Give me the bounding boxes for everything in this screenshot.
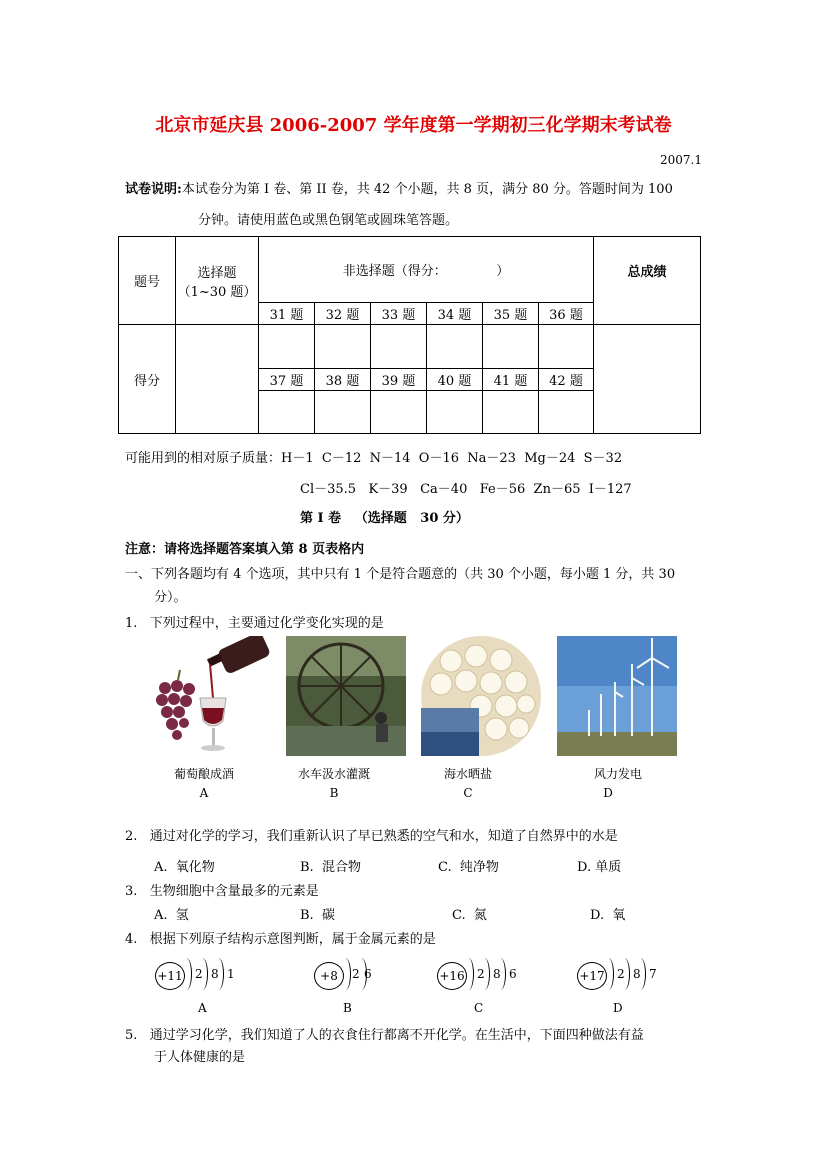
q4-letter-c: C	[474, 1001, 484, 1015]
total-label: 总成绩	[627, 265, 667, 280]
instructions-line2: 分钟。请使用蓝色或黑色钢笔或圆珠笔答题。	[198, 213, 459, 228]
q33-cell: 33 题	[371, 303, 427, 325]
shell-arc	[181, 958, 192, 990]
q3-option-d: D. 氧	[590, 908, 626, 923]
nucleus-b: +8	[314, 962, 344, 990]
q32-cell: 32 题	[315, 303, 371, 325]
instructions-text1: 本试卷分为第 I 卷、第 II 卷，共 42 个小题，共 8 页，满分 80 分。答题时间为 100	[181, 182, 673, 197]
q4-letter-a: A	[198, 1001, 207, 1015]
atom-diagram-c	[437, 958, 527, 994]
instructions-label: 试卷说明:	[125, 182, 182, 197]
page-title: 北京市延庆县 2006-2007 学年度第一学期初三化学期末考试卷	[155, 115, 672, 136]
q36-cell: 36 题	[539, 303, 594, 325]
q34-cell: 34 题	[427, 303, 483, 325]
shell-arc	[463, 958, 474, 990]
nucleus-a: +11	[155, 962, 185, 990]
q1-text: 1. 下列过程中，主要通过化学变化实现的是	[125, 616, 384, 631]
part1-line1: 一、下列各题均有 4 个选项，其中只有 1 个是符合题意的（共 30 个小题，每小题 1 分，共 30	[125, 567, 676, 582]
section1-title: 第 I 卷 （选择题 30 分）	[300, 511, 469, 526]
choice-score-cell[interactable]	[176, 325, 259, 434]
atom-diagram-b	[314, 958, 394, 994]
electron-count: 8	[633, 967, 641, 981]
choice-title: 选择题	[197, 265, 237, 281]
q31-score[interactable]	[259, 325, 315, 369]
atomic-masses-line2: Cl－35.5 K－39 Ca－40 Fe－56 Zn－65 I－127	[300, 482, 632, 497]
atomic-masses-line1: 可能用到的相对原子质量：H－1 C－12 N－14 O－16 Na－23 Mg－24 S－32	[125, 451, 623, 466]
q40-score[interactable]	[427, 391, 483, 434]
electron-count: 8	[211, 967, 219, 981]
q36-score[interactable]	[539, 325, 594, 369]
atom-diagram-a	[155, 958, 245, 994]
electron-count: 2	[617, 967, 625, 981]
waterwheel-illustration	[286, 636, 406, 756]
nucleus-c: +16	[437, 962, 467, 990]
sea-salt-illustration	[421, 636, 541, 756]
q5-line1: 5. 通过学习化学，我们知道了人的衣食住行都离不开化学。在生活中，下面四种做法有益	[125, 1028, 644, 1043]
electron-count: 2	[352, 967, 360, 981]
nonchoice-header: 非选择题（得分： ）	[259, 237, 594, 303]
q1-letter-a: A	[199, 786, 209, 800]
q2-option-a: A. 氧化物	[154, 860, 215, 875]
q38-cell: 38 题	[315, 369, 371, 391]
q3-text: 3. 生物细胞中含量最多的元素是	[125, 884, 319, 899]
wine-image	[150, 636, 270, 756]
q37-cell: 37 题	[259, 369, 315, 391]
score-label: 得分	[119, 325, 176, 434]
q39-cell: 39 题	[371, 369, 427, 391]
q33-score[interactable]	[371, 325, 427, 369]
q1-caption-b: 水车汲水灌溉	[297, 767, 370, 781]
q5-line2: 于人体健康的是	[154, 1050, 246, 1065]
sea-salt-image	[421, 636, 541, 756]
wind-power-image	[557, 636, 677, 756]
q41-score[interactable]	[483, 391, 539, 434]
q42-cell: 42 题	[539, 369, 594, 391]
choice-range: （1~30 题）	[177, 284, 257, 300]
q4-text: 4. 根据下列原子结构示意图判断，属于金属元素的是	[125, 932, 436, 947]
q38-score[interactable]	[315, 391, 371, 434]
q42-score[interactable]	[539, 391, 594, 434]
total-score-cell[interactable]	[594, 325, 701, 434]
q1-caption-a: 葡萄酿成酒	[173, 767, 234, 781]
electron-count: 2	[477, 967, 485, 981]
electron-count: 8	[493, 967, 501, 981]
q39-score[interactable]	[371, 391, 427, 434]
q2-option-d: D. 单质	[577, 860, 622, 875]
q2-text: 2. 通过对化学的学习，我们重新认识了早已熟悉的空气和水，知道了自然界中的水是	[125, 829, 618, 844]
electron-count: 6	[364, 967, 372, 981]
shell-arc	[340, 958, 351, 990]
q2-option-c: C. 纯净物	[438, 860, 499, 875]
waterwheel-image	[286, 636, 406, 756]
q3-option-b: B. 碳	[300, 908, 335, 923]
shell-arc	[603, 958, 614, 990]
electron-count: 7	[649, 967, 657, 981]
q3-option-a: A. 氢	[154, 908, 189, 923]
q1-caption-d: 风力发电	[593, 767, 642, 781]
q1-letter-c: C	[463, 786, 473, 800]
q1-caption-c: 海水晒盐	[443, 767, 492, 781]
q1-letter-b: B	[329, 786, 339, 800]
q4-letter-b: B	[343, 1001, 352, 1015]
choice-header	[176, 237, 259, 325]
total-header	[594, 237, 701, 325]
wind-power-illustration	[557, 636, 677, 756]
col-tihao: 题号	[119, 237, 176, 325]
q2-option-b: B. 混合物	[300, 860, 361, 875]
q41-cell: 41 题	[483, 369, 539, 391]
q32-score[interactable]	[315, 325, 371, 369]
part1-line2: 分）。	[154, 590, 187, 605]
score-table	[118, 236, 701, 434]
q3-option-c: C. 氮	[452, 908, 487, 923]
q35-score[interactable]	[483, 325, 539, 369]
atom-diagram-d	[577, 958, 667, 994]
electron-count: 1	[227, 967, 235, 981]
exam-date: 2007.1	[660, 153, 702, 167]
instructions-line1	[125, 178, 673, 197]
q40-cell: 40 题	[427, 369, 483, 391]
q35-cell: 35 题	[483, 303, 539, 325]
q31-cell: 31 题	[259, 303, 315, 325]
q1-letter-d: D	[603, 786, 613, 800]
q34-score[interactable]	[427, 325, 483, 369]
q4-letter-d: D	[613, 1001, 623, 1015]
note: 注意：请将选择题答案填入第 8 页表格内	[125, 542, 365, 557]
q37-score[interactable]	[259, 391, 315, 434]
electron-count: 6	[509, 967, 517, 981]
wine-illustration	[150, 636, 270, 756]
nucleus-d: +17	[577, 962, 607, 990]
electron-count: 2	[195, 967, 203, 981]
